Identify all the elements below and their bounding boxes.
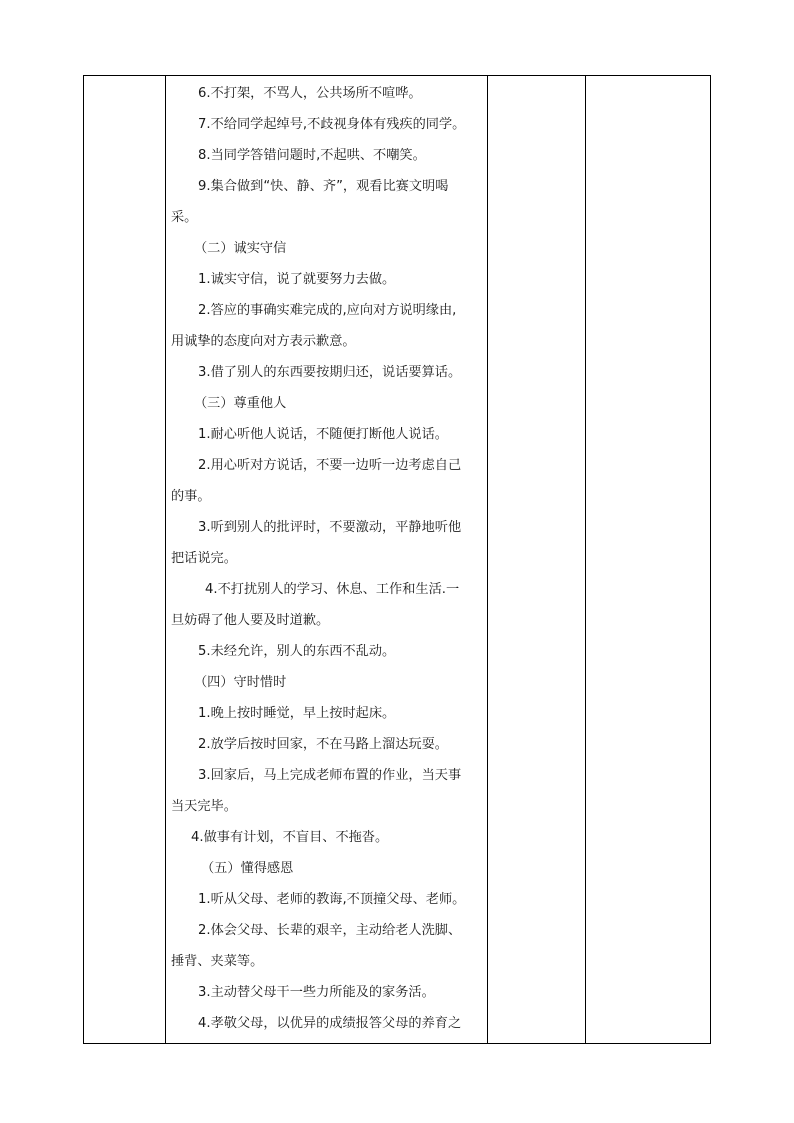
text-line: 3.听到别人的批评时，不要激动，平静地听他 (198, 520, 462, 535)
section-heading: （二）诚实守信 (194, 241, 287, 256)
text-line: 1.耐心听他人说话，不随便打断他人说话。 (198, 427, 448, 442)
text-line: 8.当同学答错问题时,不起哄、不嘲笑。 (198, 148, 426, 163)
text-line: 6.不打架，不骂人，公共场所不喧哗。 (198, 86, 422, 101)
text-line: 2.答应的事确实难完成的,应向对方说明缘由, (198, 303, 457, 318)
text-line: 3.主动替父母干一些力所能及的家务活。 (198, 985, 435, 1000)
text-line: 5.未经允许，别人的东西不乱动。 (198, 644, 396, 659)
text-line: 采。 (171, 210, 198, 225)
text-line: 1.晚上按时睡觉，早上按时起床。 (198, 706, 396, 721)
text-line: 3.借了别人的东西要按期归还，说话要算话。 (198, 365, 462, 380)
column-divider (165, 76, 166, 1043)
text-line: 2.用心听对方说话，不要一边听一边考虑自己 (198, 458, 462, 473)
column-divider (585, 76, 586, 1043)
text-line: 7.不给同学起绰号,不歧视身体有残疾的同学。 (198, 117, 466, 132)
text-line: 4.不打扰别人的学习、休息、工作和生活.一 (205, 582, 460, 597)
text-line: 4.孝敬父母，以优异的成绩报答父母的养育之 (198, 1016, 462, 1031)
text-line: 2.放学后按时回家，不在马路上溜达玩耍。 (198, 737, 448, 752)
section-heading: （四）守时惜时 (194, 675, 287, 690)
text-line: 3.回家后，马上完成老师布置的作业，当天事 (198, 768, 462, 783)
text-line: 的事。 (171, 489, 211, 504)
section-heading: （五）懂得感恩 (201, 861, 294, 876)
text-line: 2.体会父母、长辈的艰辛，主动给老人洗脚、 (198, 923, 462, 938)
text-line: 用诚挚的态度向对方表示歉意。 (171, 334, 356, 349)
text-line: 旦妨碍了他人要及时道歉。 (171, 613, 330, 628)
text-line: 捶背、夹菜等。 (171, 954, 264, 969)
text-line: 1.诚实守信，说了就要努力去做。 (198, 272, 396, 287)
column-divider (487, 76, 488, 1043)
text-line: 当天完毕。 (171, 799, 237, 814)
text-line: 1.听从父母、老师的教诲,不顶撞父母、老师。 (198, 892, 466, 907)
text-line: 把话说完。 (171, 551, 237, 566)
section-heading: （三）尊重他人 (194, 396, 287, 411)
text-line: 9.集合做到“快、静、齐”，观看比赛文明喝 (198, 179, 449, 194)
text-line: 4.做事有计划，不盲目、不拖沓。 (191, 830, 389, 845)
content-table (83, 75, 711, 1044)
